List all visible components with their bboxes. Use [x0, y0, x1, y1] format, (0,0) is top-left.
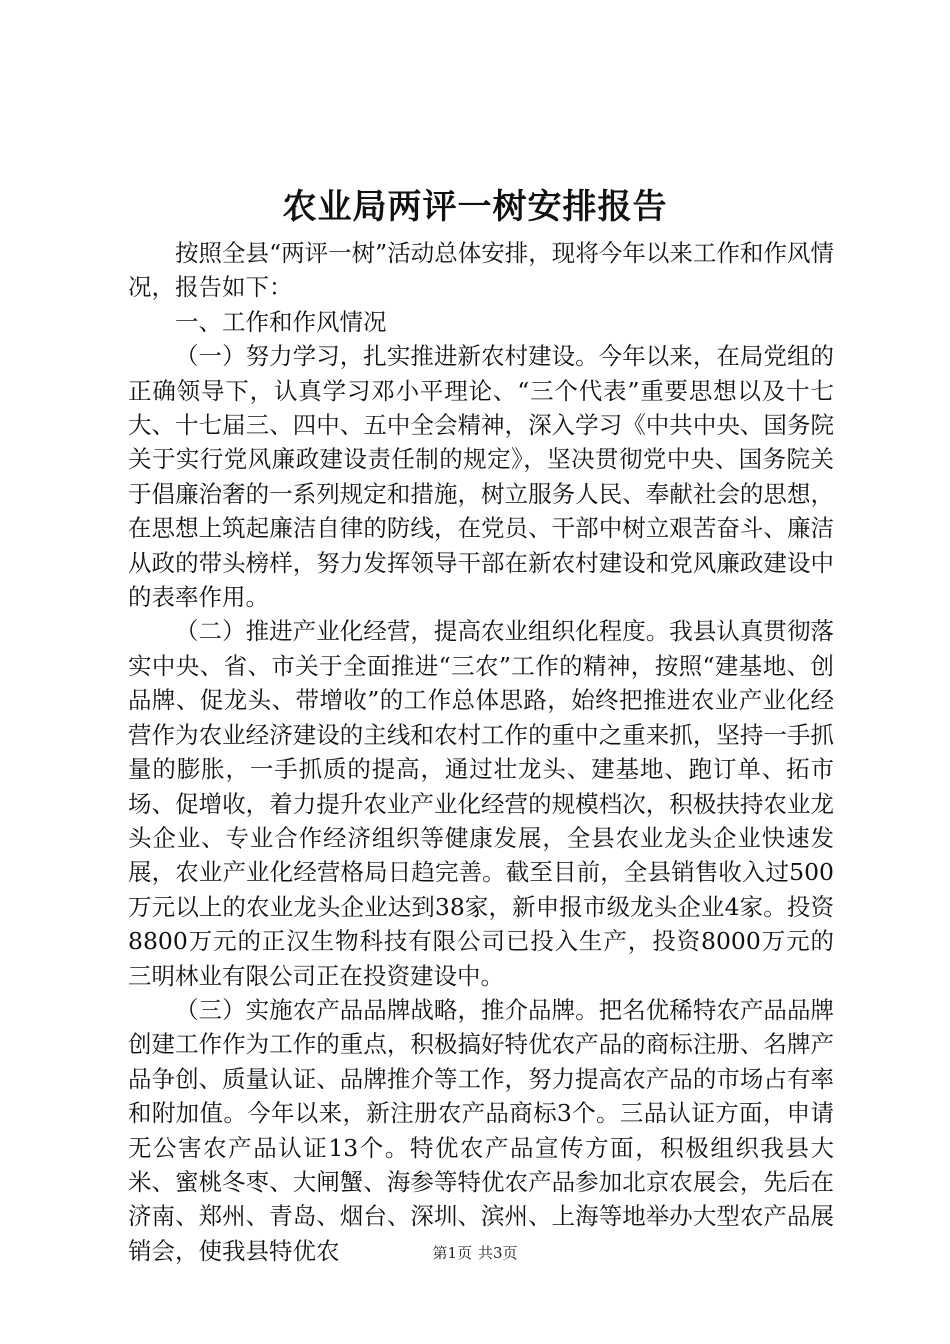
document-title: 农业局两评一树安排报告 [282, 187, 668, 227]
page-total: 共3页 [478, 1244, 518, 1262]
section-heading-work-and-style: 一、工作和作风情况 [175, 307, 387, 336]
page-footer [0, 1243, 950, 1263]
paragraph-industrialization: （二）推进产业化经营，提高农业组织化程度。我县认真贯彻落实中央、省、市关于全面推进“三农”工作的精神，按照“建基地、创品牌、促龙头、带增收”的工作总体思路，始终把推进农业产业化经营作为农业经济建设的主线和农村工作的重中之重来抓，坚持一手抓量的膨胀，一手抓质的提高，通过壮龙头、建基地、跑订单、拓市场、促增收，着力提升农业产业化经营的规模档次，积极扶持农业龙头企业、专业合作经济组织等健康发展，全县农业龙头企业快速发展，农业产业化经营格局日趋完善。截至目前，全县销售收入过500万元以上的农业龙头企业达到38家，新申报市级龙头企业4家。投资8800万元的正汉生物科技有限公司已投入生产，投资8000万元的三明林业有限公司正在投资建设中。 [128, 617, 834, 990]
document-body [128, 236, 834, 1268]
paragraph-study: （一）努力学习，扎实推进新农村建设。今年以来，在局党组的正确领导下，认真学习邓小平理论、“三个代表”重要思想以及十七大、十七届三、四中、五中全会精神，深入学习《中共中央、国务院关于实行党风廉政建设责任制的规定》，坚决贯彻党中央、国务院关于倡廉治奢的一系列规定和措施，树立服务人民、奉献社会的思想，在思想上筑起廉洁自律的防线，在党员、干部中树立艰苦奋斗、廉洁从政的带头榜样，努力发挥领导干部在新农村建设和党风廉政建设中的表率作用。 [128, 342, 834, 612]
paragraph-brand-strategy: （三）实施农产品品牌战略，推介品牌。把名优稀特农产品品牌创建工作作为工作的重点，积极搞好特优农产品的商标注册、名牌产品争创、质量认证、品牌推介等工作，努力提高农产品的市场占有率和附加值。今年以来，新注册农产品商标3个。三品认证方面，申请无公害农产品认证13个。特优农产品宣传方面，积极组织我县大米、蜜桃冬枣、大闸蟹、海参等特优农产品参加北京农展会，先后在济南、郑州、青岛、烟台、深圳、滨州、上海等地举办大型农产品展销会，使我县特优农 [128, 995, 834, 1265]
intro-paragraph: 按照全县“两评一树”活动总体安排，现将今年以来工作和作风情况，报告如下： [128, 239, 834, 302]
page-number: 第1页 [432, 1244, 472, 1262]
